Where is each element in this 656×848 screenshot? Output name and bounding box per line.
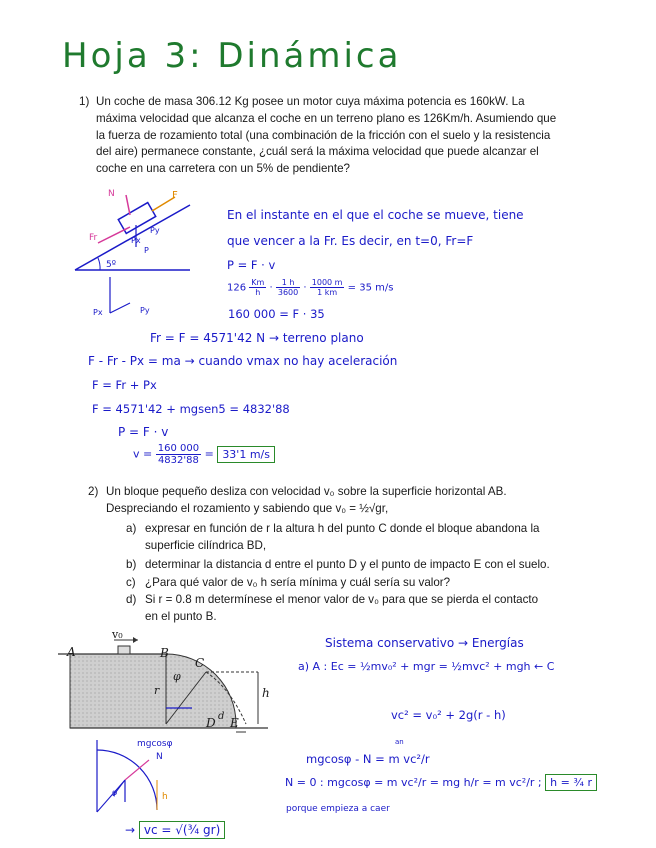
fig1-fr-label: Fr	[89, 233, 98, 243]
fig2-b-label: B	[160, 646, 169, 660]
fig2-dpoint-label: D	[206, 716, 216, 730]
hw1-line10: P = F · v	[118, 425, 169, 439]
fig2-phi-label: φ	[173, 670, 181, 683]
fig1-n-label: N	[108, 189, 115, 199]
page-title: Hoja 3: Dinámica	[62, 36, 402, 76]
small-block	[118, 646, 130, 654]
hw1-line8: F = Fr + Px	[92, 378, 157, 392]
problem-2-text-2: Despreciando el rozamiento y sabiendo que v₀ = ½√gr,	[106, 502, 389, 515]
item-c-text: ¿Para qué valor de v₀ h sería mínima y cuál sería su valor?	[145, 576, 451, 589]
fig3-mgcos-label: mgcosφ	[137, 739, 173, 749]
hw2-line1: Sistema conservativo → Energías	[325, 636, 524, 650]
force-fr-arrow	[98, 227, 130, 243]
hw2-line6: porque empieza a caer	[286, 804, 390, 814]
fig2-r-label: r	[154, 684, 160, 697]
problem-2-text-1: Un bloque pequeño desliza con velocidad v₀ sobre la superficie horizontal AB.	[106, 485, 507, 498]
hw1-line2: que vencer a la Fr. Es decir, en t=0, Fr=F	[227, 234, 474, 248]
item-b-text: determinar la distancia d entre el punto D y el punto de impacto E con el suelo.	[145, 558, 550, 571]
hw1-line9: F = 4571'42 + mgsen5 = 4832'88	[92, 402, 290, 416]
hw1-line1: En el instante en el que el coche se mueve, tiene	[227, 208, 524, 222]
hw1-line7: F - Fr - Px = ma → cuando vmax no hay aceleración	[88, 354, 398, 368]
hw2-line4: mgcosφ - N = m vc²/r	[306, 752, 430, 766]
hw2-an-label: an	[395, 738, 404, 746]
problem-1-text: Un coche de masa 306.12 Kg posee un motor cuya máxima potencia es 160kW. La máxima velocidad que alcanza el coche en un terreno plano es 126Km/h. Asumiendo que la fuerza de rozamiento total (una combinación de la fricción con el suelo y la resistencia del aire) permanece constante, ¿cuál será la máxima velocidad que puede alcanzar el coche en una carretera con un 5% de pendiente?	[96, 95, 557, 176]
force-diagram	[95, 740, 175, 820]
hw2-vc-result: → vc = √(¾ gr)	[125, 823, 225, 837]
hw1-line3: P = F · v	[227, 258, 276, 272]
fig2-d-label: d	[218, 711, 225, 722]
item-b-label: b)	[126, 558, 137, 571]
problem-2-number: 2)	[88, 485, 99, 498]
fig1-px-label: Px	[131, 236, 141, 245]
hw2-h-result-box: h = ¾ r	[545, 774, 597, 791]
fig2-a-label: A	[67, 645, 76, 659]
fig1-angle-label: 5º	[106, 260, 116, 270]
fig1-py-label: Py	[150, 226, 160, 235]
item-c-label: c)	[126, 576, 136, 589]
fig1-px2-label: Px	[93, 308, 103, 317]
fig3-n-label: N	[156, 752, 163, 762]
fig1-f-label: F	[172, 190, 178, 201]
hw2-line5: N = 0 : mgcosφ = m vc²/r = mg h/r = m vc²/r ; h = ¾ r	[285, 776, 597, 789]
fig2-e-label: E	[230, 716, 239, 730]
hw1-conversion: 126 $\frac{Km}{h}$ · $\frac{1 h}{3600}$ · $\frac{1000 m}{1 km}$ = 35 m/s	[227, 278, 394, 297]
hw1-result-row: v = $\frac{160 000}{4832'88}$ = 33'1 m/s	[133, 443, 275, 466]
hw2-line3: vc² = v₀² + 2g(r - h)	[391, 708, 506, 722]
hw1-line5: 160 000 = F · 35	[228, 307, 325, 321]
item-d-text: Si r = 0.8 m determínese el menor valor de v₀ para que se pierda el contacto en el punto B.	[145, 593, 539, 623]
incline-diagram	[70, 185, 210, 325]
item-a-label: a)	[126, 522, 137, 535]
fig3-h-label: h	[162, 792, 168, 802]
normal-arrow	[126, 195, 130, 215]
hw1-line6: Fr = F = 4571'42 N → terreno plano	[150, 331, 364, 345]
problem-1-number: 1)	[79, 95, 90, 108]
fig2-c-label: C	[195, 656, 205, 670]
fig2-v0-label: v₀	[112, 628, 123, 641]
fig1-p-label: P	[144, 246, 149, 255]
fig3-phi-label: φ	[112, 788, 118, 797]
cylinder-diagram	[58, 628, 288, 738]
fig2-h-label: h	[262, 686, 270, 700]
fig1-py2-label: Py	[140, 306, 150, 315]
item-a-text: expresar en función de r la altura h del punto C donde el bloque abandona la superficie cilíndrica BD,	[145, 522, 540, 552]
hw2-line2: a) A : Ec = ½mv₀² + mgr = ½mvc² + mgh ← C	[298, 660, 555, 673]
item-d-label: d)	[126, 593, 137, 606]
hw1-result-box: 33'1 m/s	[217, 446, 275, 463]
